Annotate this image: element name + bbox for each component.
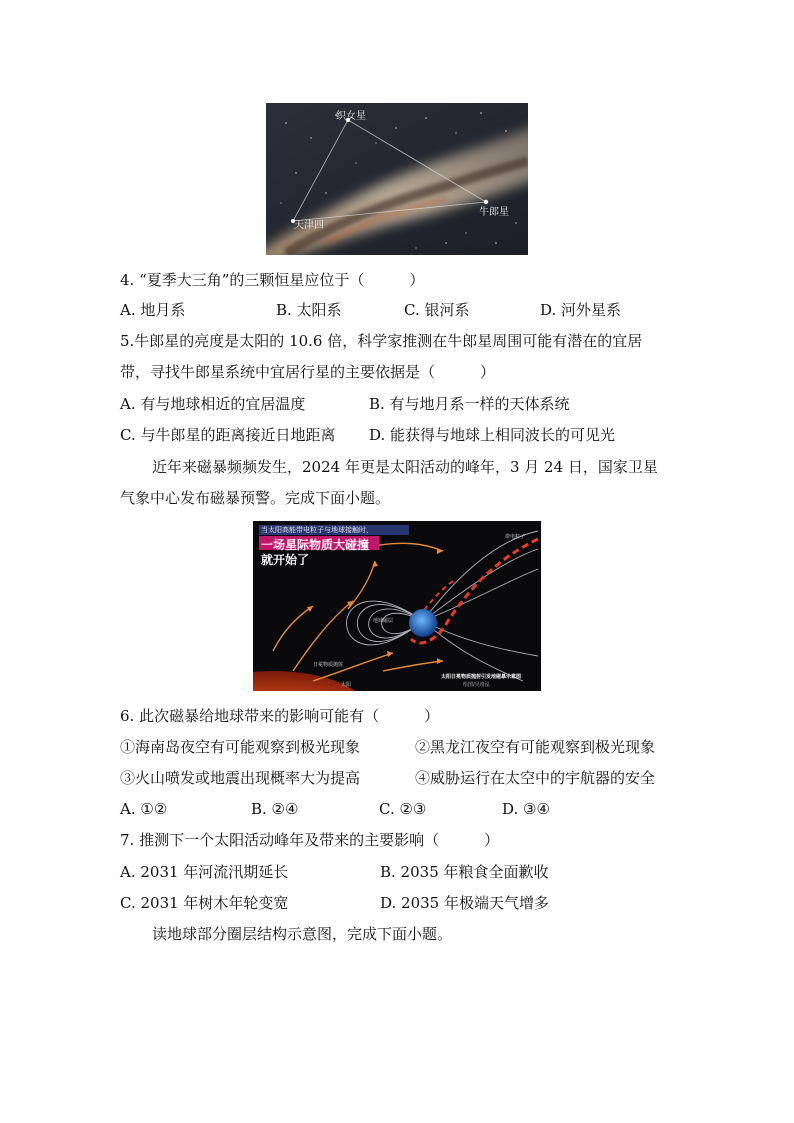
q5-option-d: D. 能获得与地球上相同波长的可见光 [369,426,616,444]
q6-item-1: ①海南岛夜空有可能观察到极光现象 [120,738,361,756]
q7-stem: 7. 推测下一个太阳活动峰年及带来的主要影响（ ） [120,831,500,849]
q4-stem: 4. “夏季大三角”的三颗恒星应位于（ ） [120,271,425,289]
q7-option-b: B. 2035 年粮食全面歉收 [380,863,549,881]
banner-top-text: 当太阳高能带电粒子与地球接触时， [261,526,373,534]
q4-option-d: D. 河外星系 [540,301,622,319]
q7-option-a: A. 2031 年河流汛期延长 [120,863,289,881]
q4-option-c: C. 银河系 [404,301,470,319]
particles-label: 帯电粒子 [505,534,526,540]
storm-intro-line1: 近年来磁暴频频发生，2024 年更是太阳活动的峰年，3 月 24 日，国家卫星 [152,458,658,476]
q4-option-b: B. 太阳系 [276,301,342,319]
earth-globe [409,609,437,637]
deneb-label: 天津四 [294,220,324,231]
q6-option-d: D. ③④ [502,800,550,818]
q6-item-4: ④威胁运行在太空中的宇航器的安全 [415,769,656,787]
earth-layers-intro: 读地球部分圈层结构示意图，完成下面小题。 [152,925,453,943]
figure-caption: 太阳日冕物质抛射引发地磁暴示意图 [441,674,522,680]
summer-triangle-photo [266,103,528,255]
storm-intro-line2: 气象中心发布磁暴预警。完成下面小题。 [120,489,391,507]
magnetic-storm-diagram [253,521,541,691]
q6-option-a: A. ①② [120,800,168,818]
q7-option-c: C. 2031 年树木年轮变宽 [120,894,289,912]
q6-option-b: B. ②④ [251,800,299,818]
q6-stem: 6. 此次磁暴给地球带来的影响可能有（ ） [120,707,440,725]
figure-credit: 绘图/吴靖泓 [463,682,490,688]
q5-stem-line1: 5.牛郎星的亮度是太阳的 10.6 倍，科学家推测在牛郎星周围可能有潜在的宜居 [120,332,643,350]
q4-option-a: A. 地月系 [120,301,186,319]
q5-option-a: A. 有与地球相近的宜居温度 [120,395,306,413]
sun-label: 太阳 [341,682,352,688]
vega-label: 织女星 [336,111,366,122]
q5-stem-line2: 带，寻找牛郎星系统中宜居行星的主要依据是（ ） [120,363,496,381]
q5-option-b: B. 有与地月系一样的天体系统 [369,395,570,413]
cme-label: 日冕物质抛射 [313,662,344,668]
banner-headline-1: 一场星际物质大碰撞 [261,538,370,552]
q6-item-3: ③火山喷发或地震出现概率大为提高 [120,769,361,787]
q6-item-2: ②黑龙江夜空有可能观察到极光现象 [415,738,656,756]
magnetosphere-label: 地球磁层 [373,618,394,624]
q6-option-c: C. ②③ [379,800,427,818]
q5-option-c: C. 与牛郎星的距离接近日地距离 [120,426,336,444]
altair-label: 牛郎星 [479,207,509,218]
banner-headline-2: 就开始了 [261,553,310,567]
q7-option-d: D. 2035 年极端天气增多 [380,894,549,912]
